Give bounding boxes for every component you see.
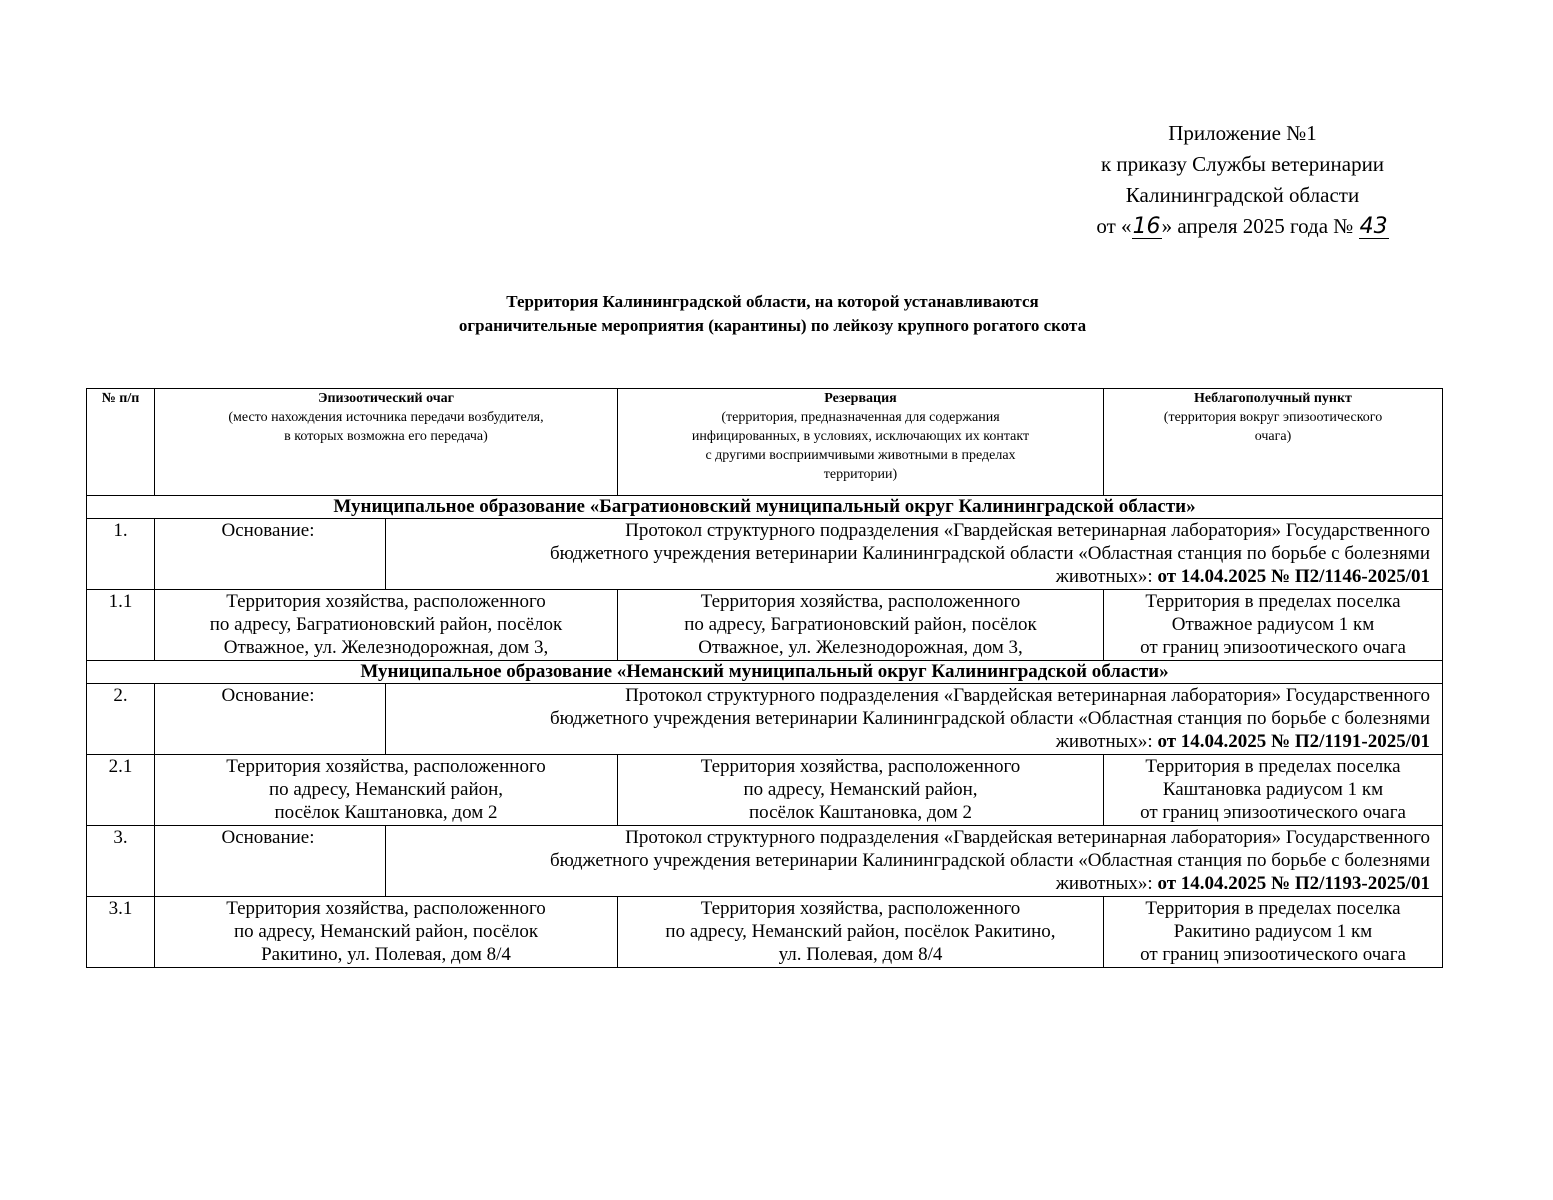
basis-label: Основание: <box>155 684 386 755</box>
basis-label: Основание: <box>155 519 386 590</box>
table-row <box>87 590 1443 661</box>
affected-point-cell: Территория в пределах поселка Каштановка радиусом 1 км от границ эпизоотического очага <box>1104 755 1443 826</box>
header-affected-point: Неблагополучный пункт (территория вокруг эпизоотического очага) <box>1104 389 1443 496</box>
row-number: 1.1 <box>87 590 155 661</box>
affected-point-cell: Территория в пределах поселка Ракитино радиусом 1 км от границ эпизоотического очага <box>1104 897 1443 968</box>
header-num: № п/п <box>87 389 155 496</box>
municipality-row <box>87 496 1443 519</box>
appendix-date-line <box>1000 211 1485 242</box>
table-row <box>87 897 1443 968</box>
protocol-text: Протокол структурного подразделения «Гвардейская ветеринарная лаборатория» Государственного бюджетного учреждения ветеринарии Калининградской области «Областная станция по борьбе с болезнями животных»: от 14.04.2025 № П2/1146-2025/01 <box>386 519 1443 590</box>
date-middle: » апреля 2025 года № <box>1161 214 1354 238</box>
municipality-row <box>87 661 1443 684</box>
title-line-1: Территория Калининградской области, на которой устанавливаются <box>506 292 1039 311</box>
row-number: 1. <box>87 519 155 590</box>
table-row <box>87 755 1443 826</box>
municipality-name: Муниципальное образование «Багратионовский муниципальный округ Калининградской области» <box>87 496 1443 519</box>
row-number: 3. <box>87 826 155 897</box>
header-focus: Эпизоотический очаг (место нахождения источника передачи возбудителя, в которых возможна его передача) <box>155 389 618 496</box>
date-prefix: от « <box>1096 214 1132 238</box>
appendix-block <box>1000 118 1485 242</box>
reservation-cell: Территория хозяйства, расположенного по адресу, Неманский район, посёлок Каштановка, дом 2 <box>618 755 1104 826</box>
focus-cell: Территория хозяйства, расположенного по адресу, Неманский район, посёлок Ракитино, ул. Полевая, дом 8/4 <box>155 897 618 968</box>
row-number: 3.1 <box>87 897 155 968</box>
handwritten-day: 16 <box>1132 214 1161 239</box>
basis-row <box>87 519 1443 590</box>
title-line-2: ограничительные мероприятия (карантины) по лейкозу крупного рогатого скота <box>458 316 1087 335</box>
quarantine-table <box>86 388 1443 968</box>
basis-row <box>87 684 1443 755</box>
basis-label: Основание: <box>155 826 386 897</box>
protocol-text: Протокол структурного подразделения «Гвардейская ветеринарная лаборатория» Государственного бюджетного учреждения ветеринарии Калининградской области «Областная станция по борьбе с болезнями животных»: от 14.04.2025 № П2/1193-2025/01 <box>386 826 1443 897</box>
reservation-cell: Территория хозяйства, расположенного по адресу, Неманский район, посёлок Ракитино, ул. Полевая, дом 8/4 <box>618 897 1104 968</box>
appendix-order: к приказу Службы ветеринарии <box>1100 152 1385 176</box>
header-row <box>87 389 1443 496</box>
appendix-region: Калининградской области <box>1125 183 1360 207</box>
focus-cell: Территория хозяйства, расположенного по адресу, Неманский район, посёлок Каштановка, дом 2 <box>155 755 618 826</box>
row-number: 2.1 <box>87 755 155 826</box>
focus-cell: Территория хозяйства, расположенного по адресу, Багратионовский район, посёлок Отважное, ул. Железнодорожная, дом 3, <box>155 590 618 661</box>
appendix-title: Приложение №1 <box>1168 121 1317 145</box>
header-reservation: Резервация (территория, предназначенная для содержания инфицированных, в условиях, исключающих их контакт с другими восприимчивыми животными в пределах территории) <box>618 389 1104 496</box>
row-number: 2. <box>87 684 155 755</box>
municipality-name: Муниципальное образование «Неманский муниципальный округ Калининградской области» <box>87 661 1443 684</box>
basis-row <box>87 826 1443 897</box>
document-title <box>300 290 1245 338</box>
protocol-text: Протокол структурного подразделения «Гвардейская ветеринарная лаборатория» Государственного бюджетного учреждения ветеринарии Калининградской области «Областная станция по борьбе с болезнями животных»: от 14.04.2025 № П2/1191-2025/01 <box>386 684 1443 755</box>
affected-point-cell: Территория в пределах поселка Отважное радиусом 1 км от границ эпизоотического очага <box>1104 590 1443 661</box>
handwritten-number: 43 <box>1359 214 1388 239</box>
reservation-cell: Территория хозяйства, расположенного по адресу, Багратионовский район, посёлок Отважное, ул. Железнодорожная, дом 3, <box>618 590 1104 661</box>
